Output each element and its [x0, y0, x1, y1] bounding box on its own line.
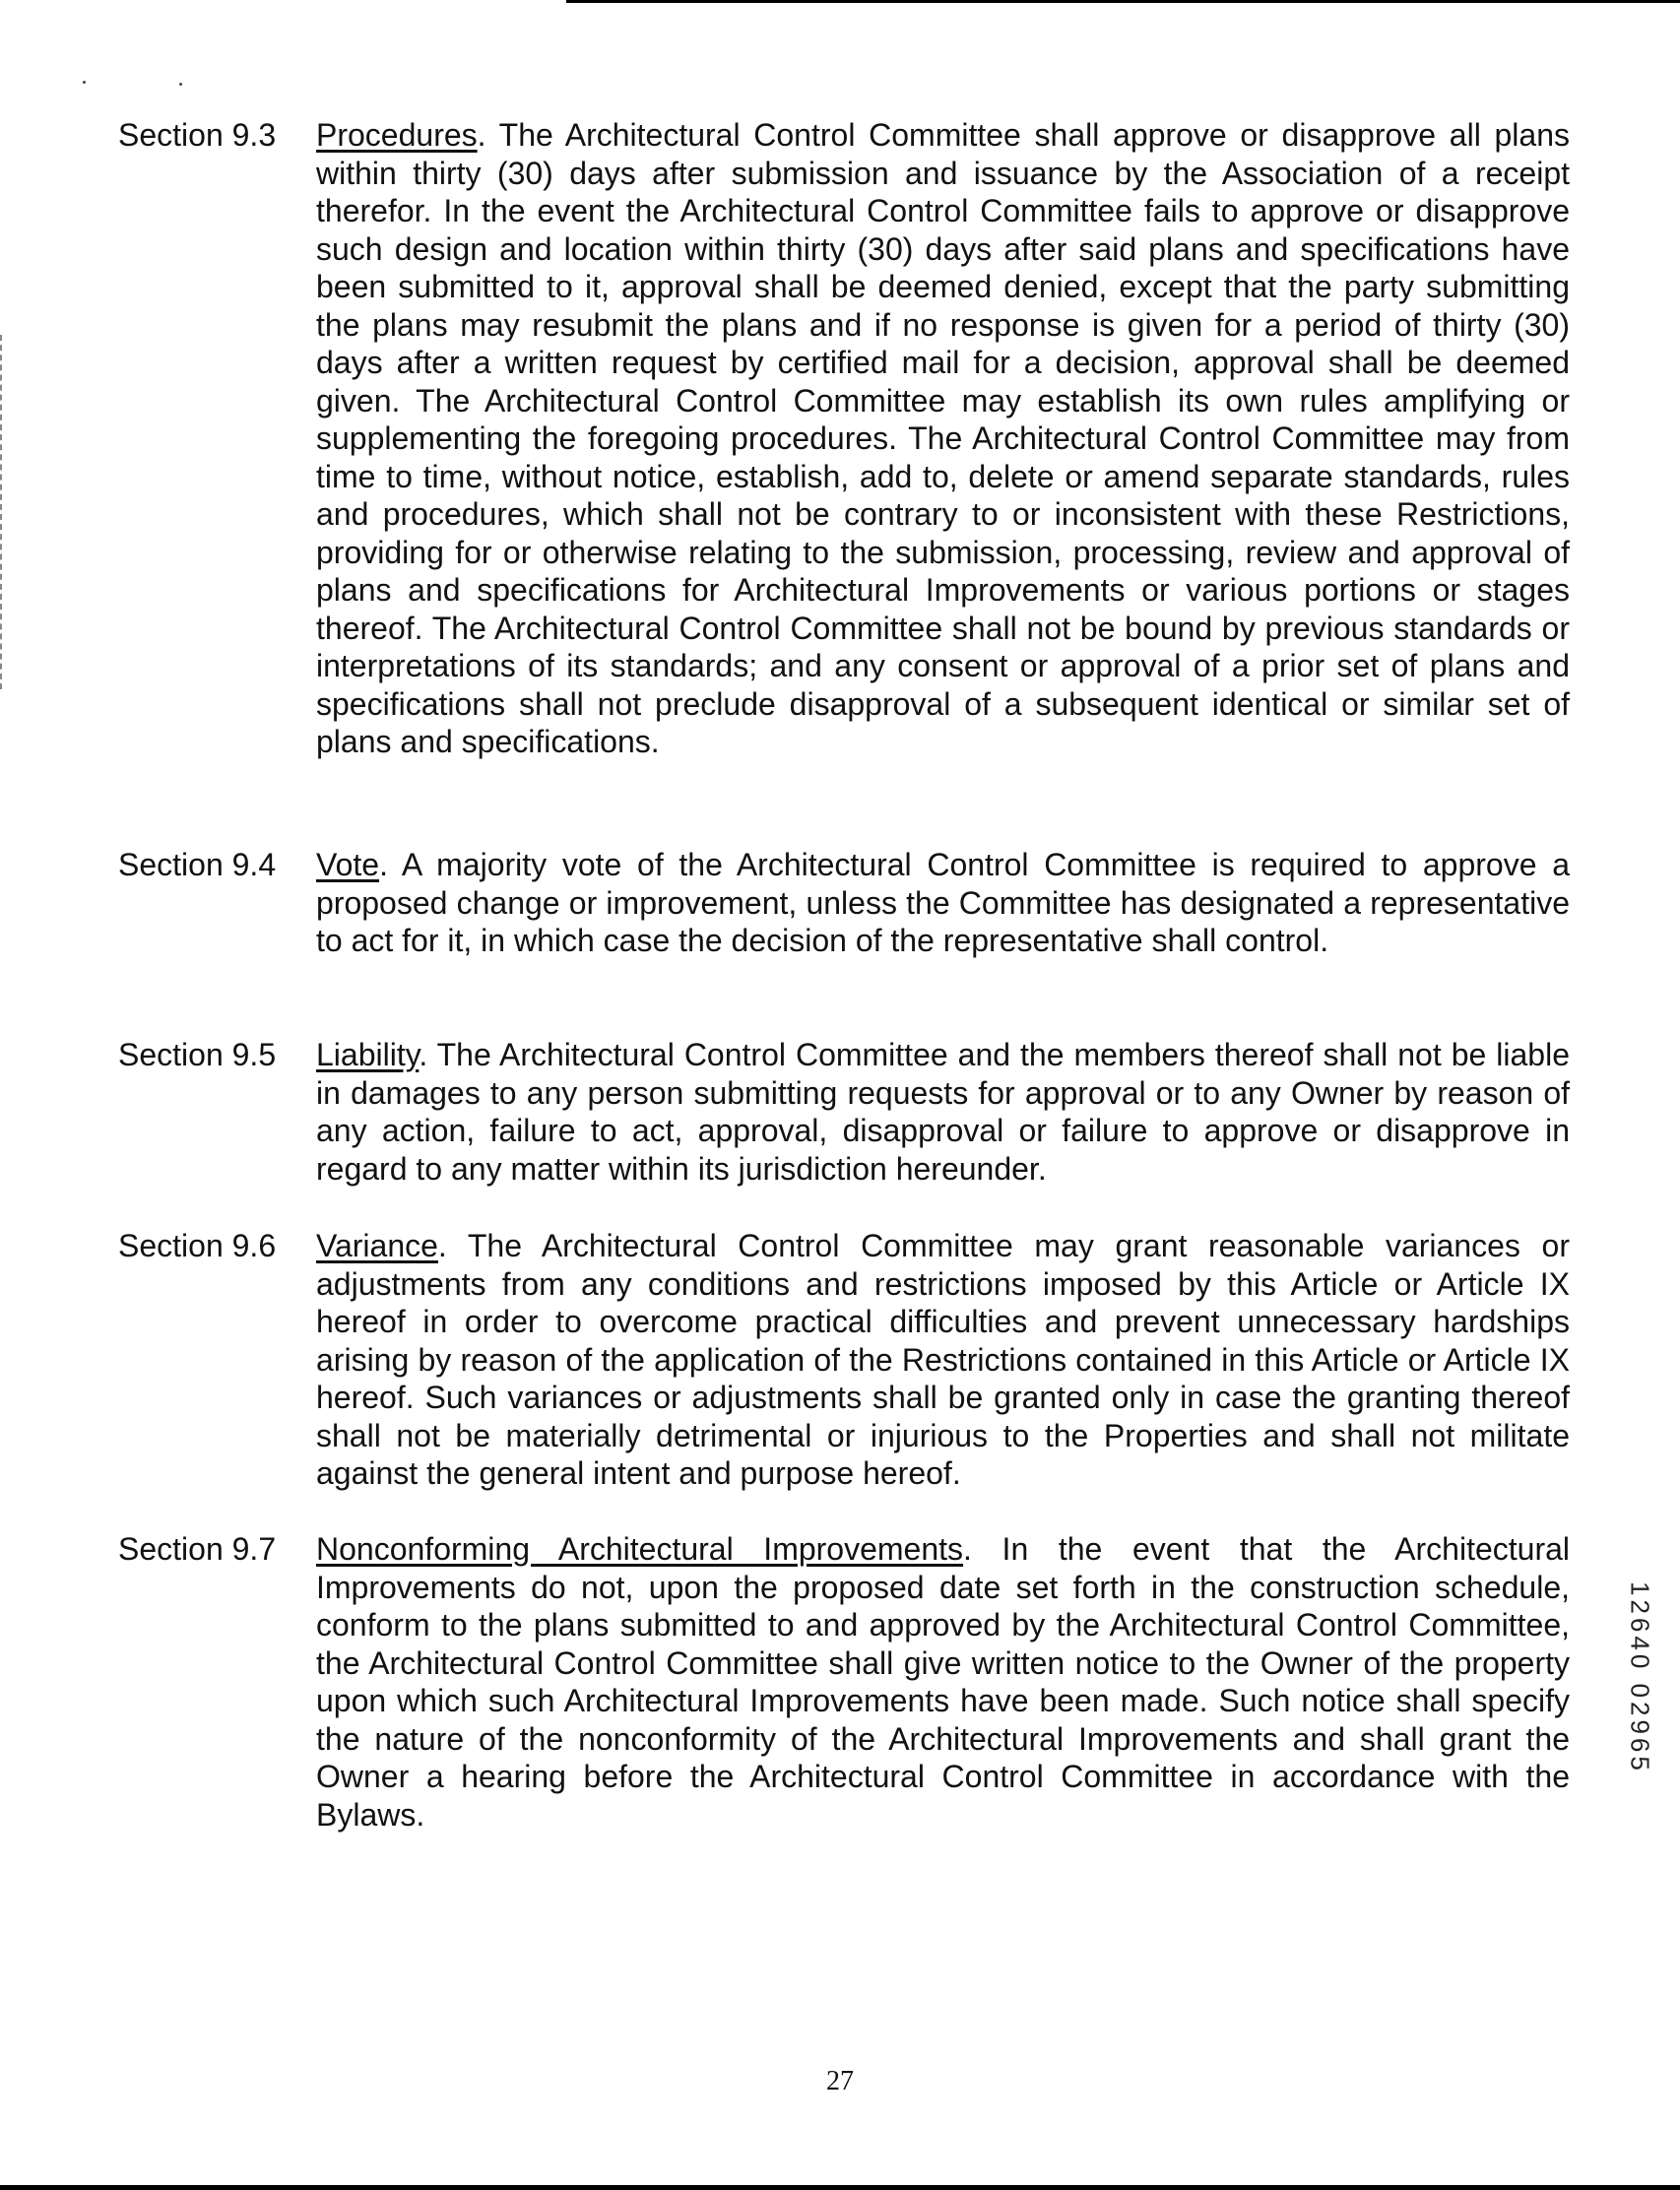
section-body — [316, 1530, 1570, 1834]
section-text: . A majority vote of the Architectural Control Committee is required to approve a proposed change or improvement, unless the Committee has designated a representative to act for it, in which case the decision of the representative shall control. — [316, 847, 1570, 958]
section-body — [316, 116, 1570, 761]
scan-edge-marks — [0, 335, 4, 689]
section-label: Section 9.6 — [118, 1228, 277, 1263]
section-text: . In the event that the Architectural Improvements do not, upon the proposed date set forth in the construction schedule, conform to the plans submitted to and approved by the Architectural Control Committee, the Architectural Control Committee shall give written notice to the Owner of the property upon which such Architectural Improvements have been made. Such notice shall specify the nature of the nonconformity of the Architectural Improvements and shall grant the Owner a hearing before the Architectural Control Committee in accordance with the Bylaws. — [316, 1531, 1571, 1833]
scan-speck — [179, 83, 182, 86]
section-heading: Variance — [316, 1228, 438, 1263]
section-label: Section 9.7 — [118, 1531, 277, 1567]
section-text: . The Architectural Control Committee and the members thereof shall not be liable in damages to any person submitting requests for approval or to any Owner by reason of any action, failure to act, approval, disapproval or failure to approve or disapprove in regard to any matter within its jurisdiction hereunder. — [316, 1037, 1570, 1187]
section-body — [316, 846, 1570, 960]
page-number: 27 — [826, 2066, 854, 2096]
section-label: Section 9.3 — [118, 117, 277, 153]
section-label: Section 9.5 — [118, 1037, 277, 1072]
scan-bottom-border — [0, 2185, 1680, 2190]
section-heading: Procedures — [316, 117, 478, 153]
section-heading: Liability — [316, 1037, 420, 1072]
section-body — [316, 1227, 1570, 1493]
scan-top-border — [566, 0, 1680, 3]
section-body — [316, 1036, 1570, 1188]
section-heading: Vote — [316, 847, 380, 882]
section-text: . The Architectural Control Committee shall approve or disapprove all plans within thirty (30) days after submission and issuance by the Association of a receipt therefor. In the event the Architectural Control Committee fails to approve or disapprove such design and location within thirty (30) days after said plans and specifications have been submitted to it, approval shall be deemed denied, except that the party submitting the plans may resubmit the plans and if no response is given for a period of thirty (30) days after a written request by certified mail for a decision, approval shall be deemed given. The Architectural Control Committee may establish its own rules amplifying or supplementing the foregoing procedures. The Architectural Control Committee may from time to time, without notice, establish, add to, delete or amend separate standards, rules and procedures, which shall not be contrary to or inconsistent with these Restrictions, providing for or otherwise relating to the submission, processing, review and approval of plans and specifications for Architectural Improvements or various portions or stages thereof. The Architectural Control Committee shall not be bound by previous standards or interpretations of its standards; and any consent or approval of a prior set of plans and specifications shall not preclude disapproval of a subsequent identical or similar set of plans and specifications. — [316, 117, 1570, 759]
section-heading: Nonconforming Architectural Improvements — [316, 1531, 964, 1567]
section-label: Section 9.4 — [118, 847, 277, 882]
scan-speck — [83, 81, 86, 84]
recording-number: 12640 02965 — [1625, 1581, 1655, 1774]
recording-number-stamp — [1620, 1581, 1659, 1857]
section-text: . The Architectural Control Committee may grant reasonable variances or adjustments from any conditions and restrictions imposed by this Article or Article IX hereof in order to overcome practical difficulties and prevent unnecessary hardships arising by reason of the application of the Restrictions contained in this Article or Article IX hereof. Such variances or adjustments shall be granted only in case the granting thereof shall not be materially detrimental or injurious to the Properties and shall not militate against the general intent and purpose hereof. — [316, 1228, 1570, 1491]
